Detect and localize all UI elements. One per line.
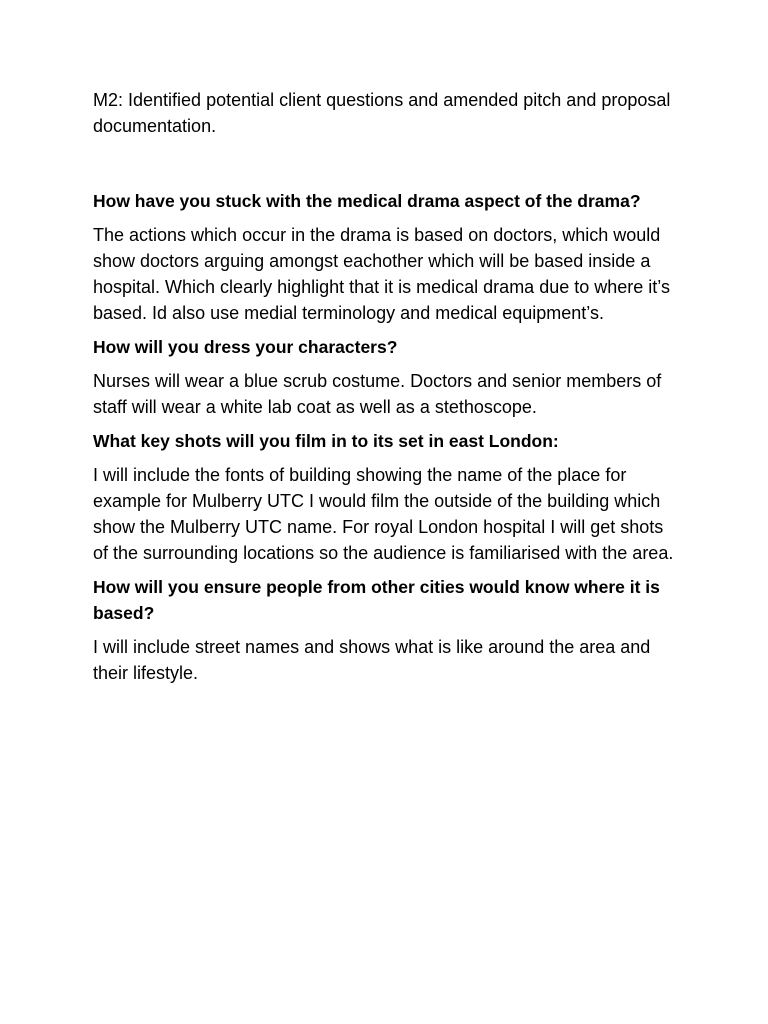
document-page: [93, 87, 683, 694]
qa-section-2: [93, 334, 683, 420]
qa-section-1: [93, 188, 683, 326]
question-heading: How will you dress your characters?: [93, 337, 398, 357]
question-heading: How will you ensure people from other cities would know where it is based?: [93, 577, 660, 623]
answer-paragraph: I will include street names and shows what is like around the area and their lifestyle.: [93, 637, 651, 683]
answer-paragraph: I will include the fonts of building showing the name of the place for example for Mulberry UTC I would film the outside of the building which show the Mulberry UTC name. For royal London hospital I will get shots of the surrounding locations so the audience is familiarised with the area.: [93, 465, 674, 563]
intro-paragraph: M2: Identified potential client questions and amended pitch and proposal documentation.: [93, 90, 671, 136]
answer-paragraph: The actions which occur in the drama is based on doctors, which would show doctors arguing amongst eachother which will be based inside a hospital. Which clearly highlight that it is medical drama due to where it’s based. Id also use medial terminology and medical equipment’s.: [93, 225, 670, 323]
question-heading: How have you stuck with the medical drama aspect of the drama?: [93, 191, 641, 211]
qa-section-4: [93, 574, 683, 686]
answer-paragraph: Nurses will wear a blue scrub costume. Doctors and senior members of staff will wear a white lab coat as well as a stethoscope.: [93, 371, 662, 417]
qa-section-3: [93, 428, 683, 566]
question-heading: What key shots will you film in to its set in east London:: [93, 431, 559, 451]
